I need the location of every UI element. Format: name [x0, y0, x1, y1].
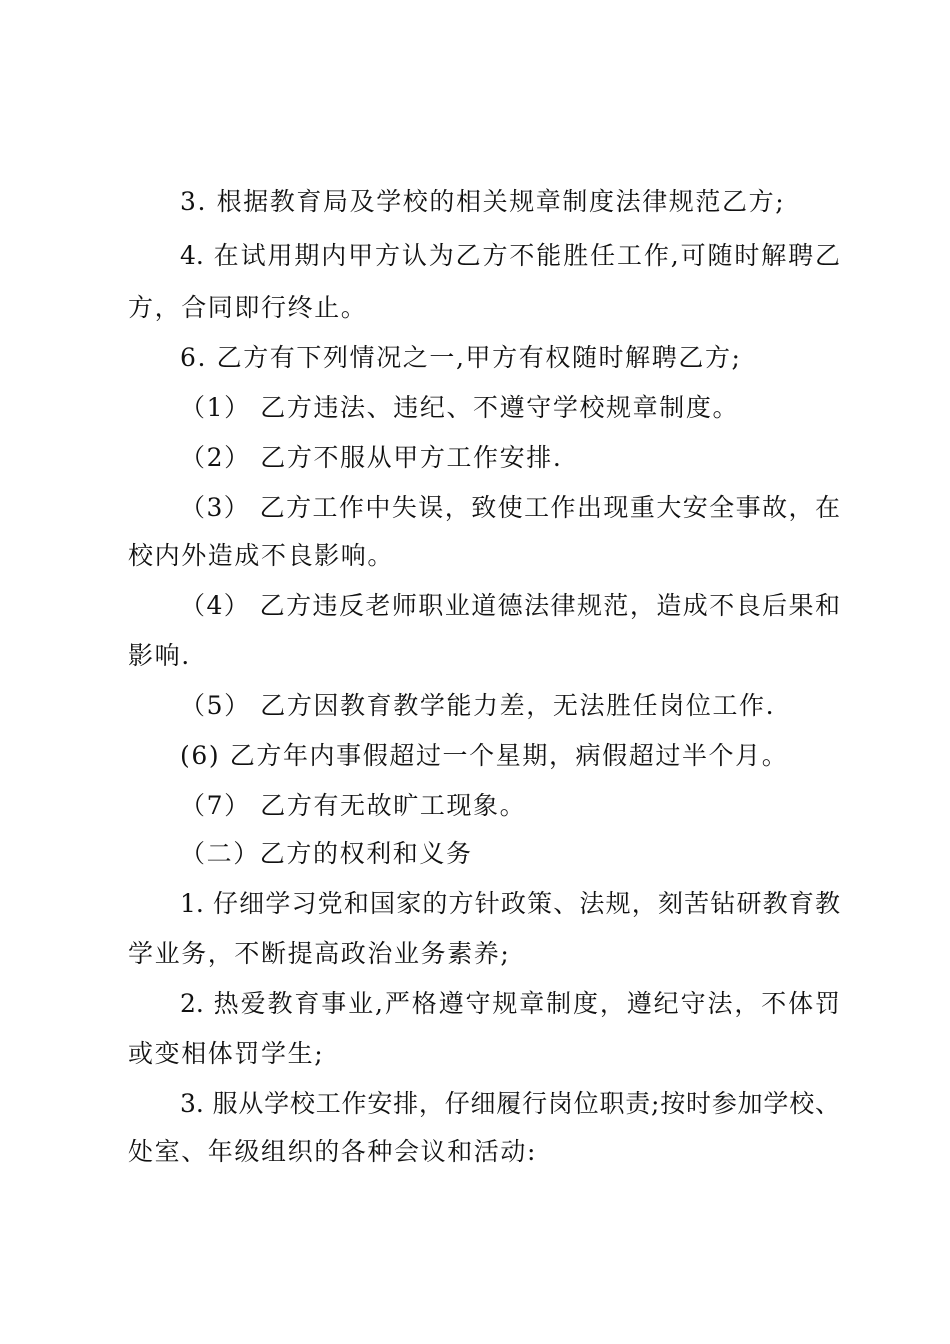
- section-heading-party-b: （二）乙方的权利和义务: [180, 839, 473, 868]
- para-item-3: 3. 根据教育局及学校的相关规章制度法律规范乙方;: [180, 187, 786, 216]
- duty-item-2-line2: 或变相体罚学生;: [128, 1039, 325, 1068]
- duty-item-3-line1: 3. 服从学校工作安排，仔细履行岗位职责;按时参加学校、: [180, 1089, 840, 1118]
- sub-item-5: （5） 乙方因教育教学能力差，无法胜任岗位工作.: [180, 691, 776, 720]
- para-item-4-line2: 方，合同即行终止。: [128, 293, 368, 322]
- sub-item-3-line1: （3） 乙方工作中失误，致使工作出现重大安全事故，在: [180, 493, 840, 522]
- duty-item-1-line2: 学业务，不断提高政治业务素养;: [128, 939, 511, 968]
- para-item-4-line1: 4. 在试用期内甲方认为乙方不能胜任工作,可随时解聘乙: [180, 241, 840, 270]
- sub-item-1: （1） 乙方违法、违纪、不遵守学校规章制度。: [180, 393, 740, 422]
- sub-item-2: （2） 乙方不服从甲方工作安排.: [180, 443, 563, 472]
- duty-item-3-line2: 处室、年级组织的各种会议和活动:: [128, 1137, 538, 1166]
- sub-item-4-line2: 影响.: [128, 641, 191, 670]
- sub-item-4-line1: （4） 乙方违反老师职业道德法律规范，造成不良后果和: [180, 591, 840, 620]
- sub-item-6: (6) 乙方年内事假超过一个星期，病假超过半个月。: [180, 741, 789, 770]
- duty-item-1-line1: 1. 仔细学习党和国家的方针政策、法规，刻苦钻研教育教: [180, 889, 840, 918]
- sub-item-3-line2: 校内外造成不良影响。: [128, 541, 395, 570]
- para-item-6: 6. 乙方有下列情况之一,甲方有权随时解聘乙方;: [180, 343, 742, 372]
- duty-item-2-line1: 2. 热爱教育事业,严格遵守规章制度，遵纪守法，不体罚: [180, 989, 840, 1018]
- sub-item-7: （7） 乙方有无故旷工现象。: [180, 791, 527, 820]
